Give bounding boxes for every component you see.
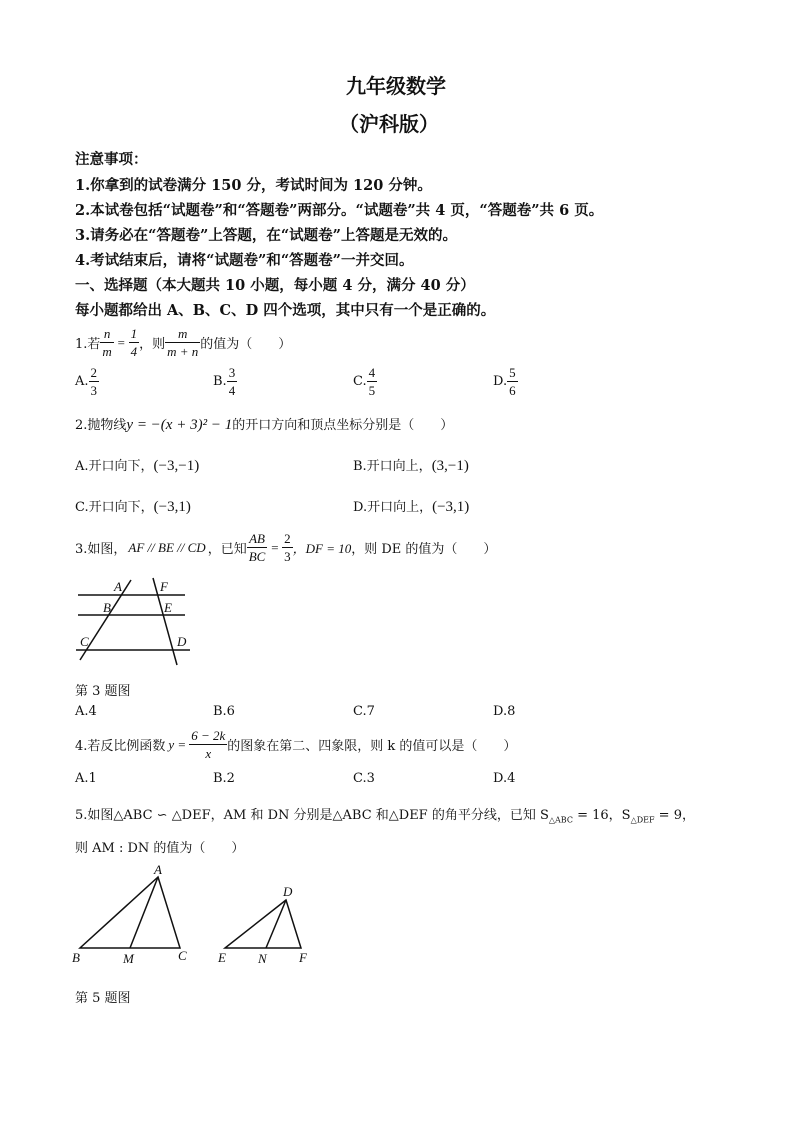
q5-point-c: C [178,948,187,963]
q4-option-c[interactable]: C.3 [353,771,375,786]
q3-point-d: D [177,634,187,649]
q4-option-b[interactable]: B.2 [213,771,235,786]
q5-point-b: B [72,950,80,965]
q5-point-e: E [218,950,226,965]
q4-fraction: $\frac{6 - 2k}{x}$ [191,728,226,761]
q3-point-b: B [103,600,111,615]
q1-prefix: 1.若 [75,337,101,352]
q5-point-n: N [258,951,267,966]
q3-option-d[interactable]: D.8 [493,704,516,719]
q5-point-d: D [283,884,293,899]
q2-formula: y = −(x + 3)² − 1 [126,417,233,433]
note-item-4: 4.考试结束后，请将“试题卷”和“答题卷”一并交回。 [75,252,414,269]
notes-heading: 注意事项： [75,151,148,168]
question-4: 4.若反比例函数 y = $\frac{6 - 2k}{x}$ 的图象在第二、四象限，则 k 的值可以是（ ） [75,728,517,761]
q1-option-c[interactable]: C. $\frac{4}{5}$ [353,365,376,398]
q1-option-b[interactable]: B. $\frac{3}{4}$ [213,365,236,398]
bisector-am [130,877,158,948]
q5-point-m: M [123,951,134,966]
q2-option-d[interactable]: D.开口向上，(−3,1) [353,499,470,515]
q3-point-c: C [80,634,89,649]
q5-caption: 第 5 题图 [75,991,131,1006]
triangle-abc [80,877,180,948]
q5-figure [70,862,330,972]
q3-option-a[interactable]: A.4 [75,704,97,719]
q5-point-f: F [299,950,307,965]
q1-option-a[interactable]: A. $\frac{2}{3}$ [75,365,98,398]
q3-caption: 第 3 题图 [75,684,131,699]
q4-option-d[interactable]: D.4 [493,771,516,786]
q3-option-c[interactable]: C.7 [353,704,375,719]
page-subtitle: （沪科版） [339,112,439,136]
q3-fraction-ab-bc: $\frac{AB}{BC}$ [248,531,266,564]
q5-point-a: A [154,862,162,877]
q2-option-b[interactable]: B.开口向上，(3,−1) [353,458,469,474]
question-1: 1.若 $\frac{n}{m}$ = $\frac{1}{4}$ ，则 $\frac{m}{m + n}$ 的值为（ ） [75,326,292,359]
section-instruction: 每小题都给出 A、B、C、D 四个选项，其中只有一个是正确的。 [75,302,496,319]
q1-fraction-m-over-m-plus-n: $\frac{m}{m + n}$ [167,326,199,359]
question-3: 3.如图， AF // BE // CD ，已知 $\frac{AB}{BC}$ = $\frac{2}{3}$ ，DF = 10 ，则 DE 的值为（ ） [75,531,497,564]
q1-option-d[interactable]: D. $\frac{5}{6}$ [493,365,516,398]
question-2: 2.抛物线y = −(x + 3)² − 1的开口方向和顶点坐标分别是（ ） [75,417,454,433]
q3-point-a: A [114,579,122,594]
q1-fraction-one-quarter: $\frac{1}{4}$ [130,326,138,359]
q3-parallel: AF // BE // CD [128,539,206,555]
note-item-2: 2.本试卷包括“试题卷”和“答题卷”两部分。“试题卷”共 4 页，“答题卷”共 6 页。 [75,202,604,219]
q5-line-2: 则 AM : DN 的值为（ ） [75,841,245,856]
q3-point-e: E [164,600,172,615]
q3-point-f: F [160,579,168,594]
q3-option-b[interactable]: B.6 [213,704,235,719]
question-5: 5.如图△ABC ∽ △DEF，AM 和 DN 分别是△ABC 和△DEF 的角平分线，已知 $S_{\triangle ABC} = 16$，$S_{\triangle DEF} = 9$， [75,808,695,825]
section-title: 一、选择题（本大题共 10 小题，每小题 4 分，满分 40 分） [75,277,475,294]
q2-option-c[interactable]: C.开口向下，(−3,1) [75,499,191,515]
note-item-1: 1.你拿到的试卷满分 150 分，考试时间为 120 分钟。 [75,177,432,194]
q4-option-a[interactable]: A.1 [75,771,97,786]
q3-figure [70,575,200,670]
q2-option-a[interactable]: A.开口向下，(−3,−1) [75,458,200,474]
page-title: 九年级数学 [346,74,446,98]
q1-fraction-n-over-m: $\frac{n}{m}$ [102,326,112,359]
triangle-def [225,900,301,948]
note-item-3: 3.请务必在“答题卷”上答题，在“试题卷”上答题是无效的。 [75,227,457,244]
